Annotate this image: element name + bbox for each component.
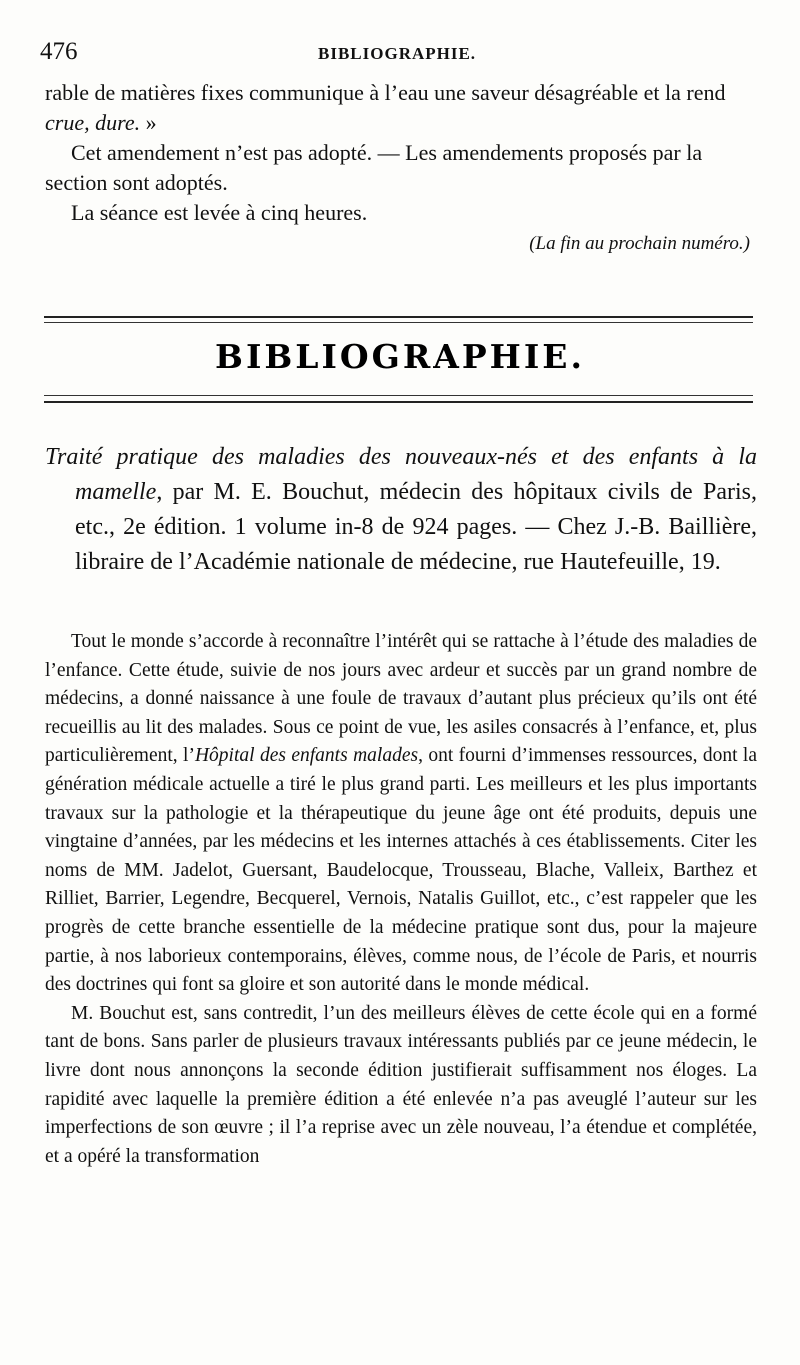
previous-article-italic: crue, dure. (45, 110, 141, 135)
previous-article-text: rable de matières fixes communique à l’eau une saveur désagréable et la rend (45, 80, 726, 105)
running-title: BIBLIOGRAPHIE. (318, 44, 477, 63)
previous-article-paragraph-2: Cet amendement n’est pas adopté. — Les amendements proposés par la section sont adoptés. (45, 140, 703, 195)
section-rule-bottom-2 (44, 401, 753, 403)
review-paragraph-1-part-b: , ont fourni d’immenses ressources, dont la génération médicale actuelle a tiré le plus grand parti. Les meilleurs et les plus importants travaux sur la pathologie et la thérapeutique du jeune âge ont été produits, depuis une vingtaine d’années, par les médecins et les internes attachés à ces établissements. Citer les noms de MM. Jadelot, Guersant, Baudelocque, Trousseau, Blache, Valleix, Barthez et Rilliet, Barrier, Legendre, Becquerel, Vernois, Natalis Guillot, etc., c’est rappeler que les progrès de cette branche essentielle de la médecine pratique sont dus, pour la majeure partie, à nos laborieux contemporains, élèves, comme nous, de l’école de Paris, et nourris des doctrines qui font sa gloire et son autorité dans le monde médical. (45, 745, 758, 996)
running-head (40, 38, 750, 68)
previous-article-ending (45, 78, 755, 228)
to-be-continued-note: (La fin au prochain numéro.) (529, 233, 750, 254)
section-rule-bottom-1 (44, 395, 753, 396)
book-citation-details: , par M. E. Bouchut, médecin des hôpitaux civils de Paris, etc., 2e édition. 1 volume in-8 de 924 pages. — Chez J.-B. Baillière, libraire de l’Académie nationale de médecine, rue Hautefeuille, 19. (75, 479, 757, 575)
book-citation-paragraph (45, 440, 757, 580)
review-body (45, 628, 757, 1171)
section-rule-top-1 (44, 316, 753, 318)
section-title: BIBLIOGRAPHIE. (215, 337, 585, 376)
previous-article-paragraph-3: La séance est levée à cinq heures. (71, 200, 368, 225)
book-citation (45, 440, 757, 580)
page-number: 476 (40, 38, 78, 65)
book-title: Traité pratique des maladies des nouveaux-nés et des enfants à la mamelle (45, 444, 757, 505)
previous-article-quote-end: » (140, 110, 157, 135)
review-paragraph-2: M. Bouchut est, sans contredit, l’un des meilleurs élèves de cette école qui en a formé tant de bons. Sans parler de plusieurs travaux intéressants publiés par ce jeune médecin, le livre dont nous annonçons la seconde édition justifierait suffisamment nos éloges. La rapidité avec laquelle la première édition a été enlevée n’a pas aveuglé l’auteur sur les imperfections de son œuvre ; il l’a reprise avec un zèle nouveau, l’a étendue et complétée, et a opéré la transformation (45, 1002, 757, 1167)
hospital-name: Hôpital des enfants malades (194, 745, 419, 767)
review-paragraph-1 (45, 628, 757, 1000)
section-rule-top-2 (44, 322, 753, 323)
previous-article-paragraph-1 (45, 78, 755, 138)
review-paragraph-1-part-a: Tout le monde s’accorde à reconnaître l’intérêt qui se rattache à l’étude des maladies de l’enfance. Cette étude, suivie de nos jours avec ardeur et succès par un grand nombre de médecins, a donné naissance à une foule de travaux d’autant plus précieux qu’ils ont été recueillis au lit des malades. Sous ce point de vue, les asiles consacrés à l’enfance, et, plus particulièrement, l’ (45, 631, 757, 767)
